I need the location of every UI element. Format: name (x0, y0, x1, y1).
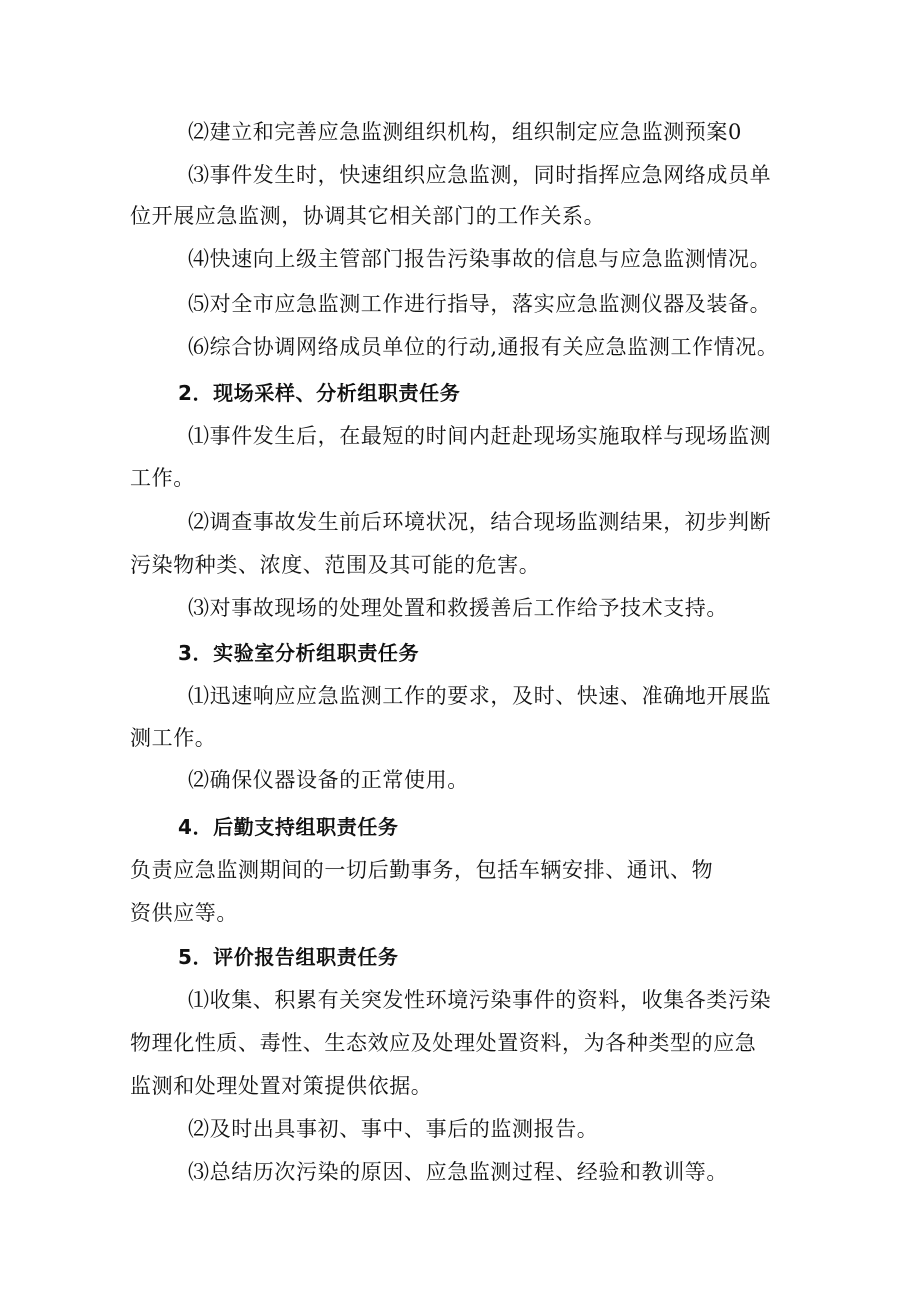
section-heading: 4．后勤支持组职责任务 (178, 815, 399, 839)
section-heading: 3．实验室分析组职责任务 (178, 641, 420, 665)
paragraph-line: 资供应等。 (130, 901, 238, 925)
paragraph-line: ⑷快速向上级主管部门报告污染事故的信息与应急监测情况。 (188, 247, 772, 271)
paragraph-line: 负责应急监测期间的一切后勤事务，包括车辆安排、通讯、物 (130, 858, 714, 882)
paragraph-line: ⑶事件发生时，快速组织应急监测，同时指挥应急网络成员单 (188, 163, 772, 187)
paragraph-line: ⑶对事故现场的处理处置和救援善后工作给予技术支持。 (188, 596, 728, 620)
paragraph-line: ⑴事件发生后，在最短的时间内赶赴现场实施取样与现场监测 (188, 424, 772, 448)
paragraph-line: ⑴收集、积累有关突发性环境污染事件的资料，收集各类污染 (188, 988, 772, 1012)
paragraph-line: ⑴迅速响应应急监测工作的要求，及时、快速、准确地开展监 (188, 684, 772, 708)
paragraph-line: ⑵调查事故发生前后环境状况，结合现场监测结果，初步判断 (188, 510, 772, 534)
paragraph-line: 监测和处理处置对策提供依据。 (130, 1074, 433, 1098)
paragraph-line: 污染物种类、浓度、范围及其可能的危害。 (130, 553, 541, 577)
paragraph-line: ⑵及时出具事初、事中、事后的监测报告。 (188, 1117, 599, 1141)
paragraph-line: ⑹综合协调网络成员单位的行动,通报有关应急监测工作情况。 (188, 335, 779, 359)
paragraph-line: 测工作。 (130, 726, 217, 750)
paragraph-line: 物理化性质、毒性、生态效应及处理处置资料，为各种类型的应急 (130, 1031, 757, 1055)
section-heading: 2．现场采样、分析组职责任务 (178, 381, 461, 405)
paragraph-line: ⑶总结历次污染的原因、应急监测过程、经验和教训等。 (188, 1160, 728, 1184)
paragraph-line: 位开展应急监测，协调其它相关部门的工作关系。 (130, 204, 606, 228)
paragraph-line: ⑵确保仪器设备的正常使用。 (188, 768, 469, 792)
paragraph-line: 工作。 (130, 466, 195, 490)
paragraph-line: ⑸对全市应急监测工作进行指导，落实应急监测仪器及装备。 (188, 292, 772, 316)
paragraph-line: ⑵建立和完善应急监测组织机构，组织制定应急监测预案0 (188, 120, 742, 144)
section-heading: 5．评价报告组职责任务 (178, 945, 399, 969)
